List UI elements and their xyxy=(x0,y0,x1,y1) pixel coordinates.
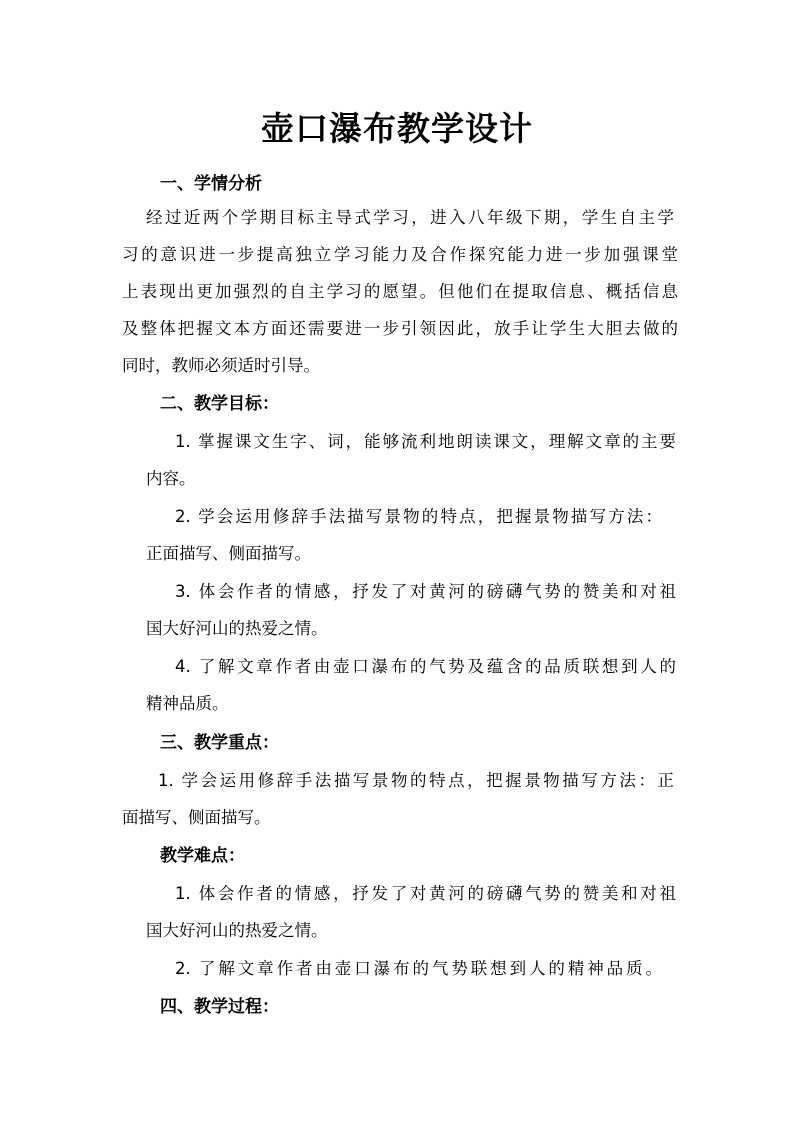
paragraph-line: 及整体把握文本方面还需要进一步引领因此，放手让学生大胆去做的 xyxy=(122,319,678,338)
list-item: 2. 了解文章作者由壶口瀑布的气势联想到人的精神品质。 xyxy=(175,959,662,978)
list-item-continuation: 内容。 xyxy=(146,469,196,488)
paragraph-line: 经过近两个学期目标主导式学习，进入八年级下期，学生自主学 xyxy=(146,208,674,227)
list-item-continuation: 正面描写、侧面描写。 xyxy=(146,544,311,563)
section-heading-teaching-goals: 二、教学目标： xyxy=(160,394,279,414)
list-item-continuation: 面描写、侧面描写。 xyxy=(122,808,271,827)
list-item-continuation: 国大好河山的热爱之情。 xyxy=(146,619,328,638)
list-item-continuation: 精神品质。 xyxy=(146,694,229,713)
paragraph-line: 习的意识进一步提高独立学习能力及合作探究能力进一步加强课堂 xyxy=(122,245,678,264)
list-item: 1. 掌握课文生字、词，能够流利地朗读课文，理解文章的主要 xyxy=(175,432,676,451)
section-heading-learning-analysis: 一、学情分析 xyxy=(160,174,262,194)
list-item: 2. 学会运用修辞手法描写景物的特点，把握景物描写方法： xyxy=(175,507,662,526)
paragraph-line: 上表现出更加强烈的自主学习的愿望。但他们在提取信息、概括信息 xyxy=(122,282,678,301)
list-item-continuation: 国大好河山的热爱之情。 xyxy=(146,921,328,940)
page-title: 壶口瀑布教学设计 xyxy=(261,109,533,148)
list-item: 4. 了解文章作者由壶口瀑布的气势及蕴含的品质联想到人的 xyxy=(175,657,676,676)
section-heading-teaching-process: 四、教学过程： xyxy=(160,997,279,1017)
list-item: 1. 体会作者的情感，抒发了对黄河的磅礴气势的赞美和对祖 xyxy=(175,884,676,903)
paragraph-line: 同时，教师必须适时引导。 xyxy=(122,356,320,375)
list-item: 1. 学会运用修辞手法描写景物的特点，把握景物描写方法：正 xyxy=(158,771,674,790)
section-heading-teaching-focus: 三、教学重点： xyxy=(160,733,279,753)
list-item: 3. 体会作者的情感，抒发了对黄河的磅礴气势的赞美和对祖 xyxy=(175,582,676,601)
section-heading-teaching-difficulty: 教学难点： xyxy=(160,846,245,866)
